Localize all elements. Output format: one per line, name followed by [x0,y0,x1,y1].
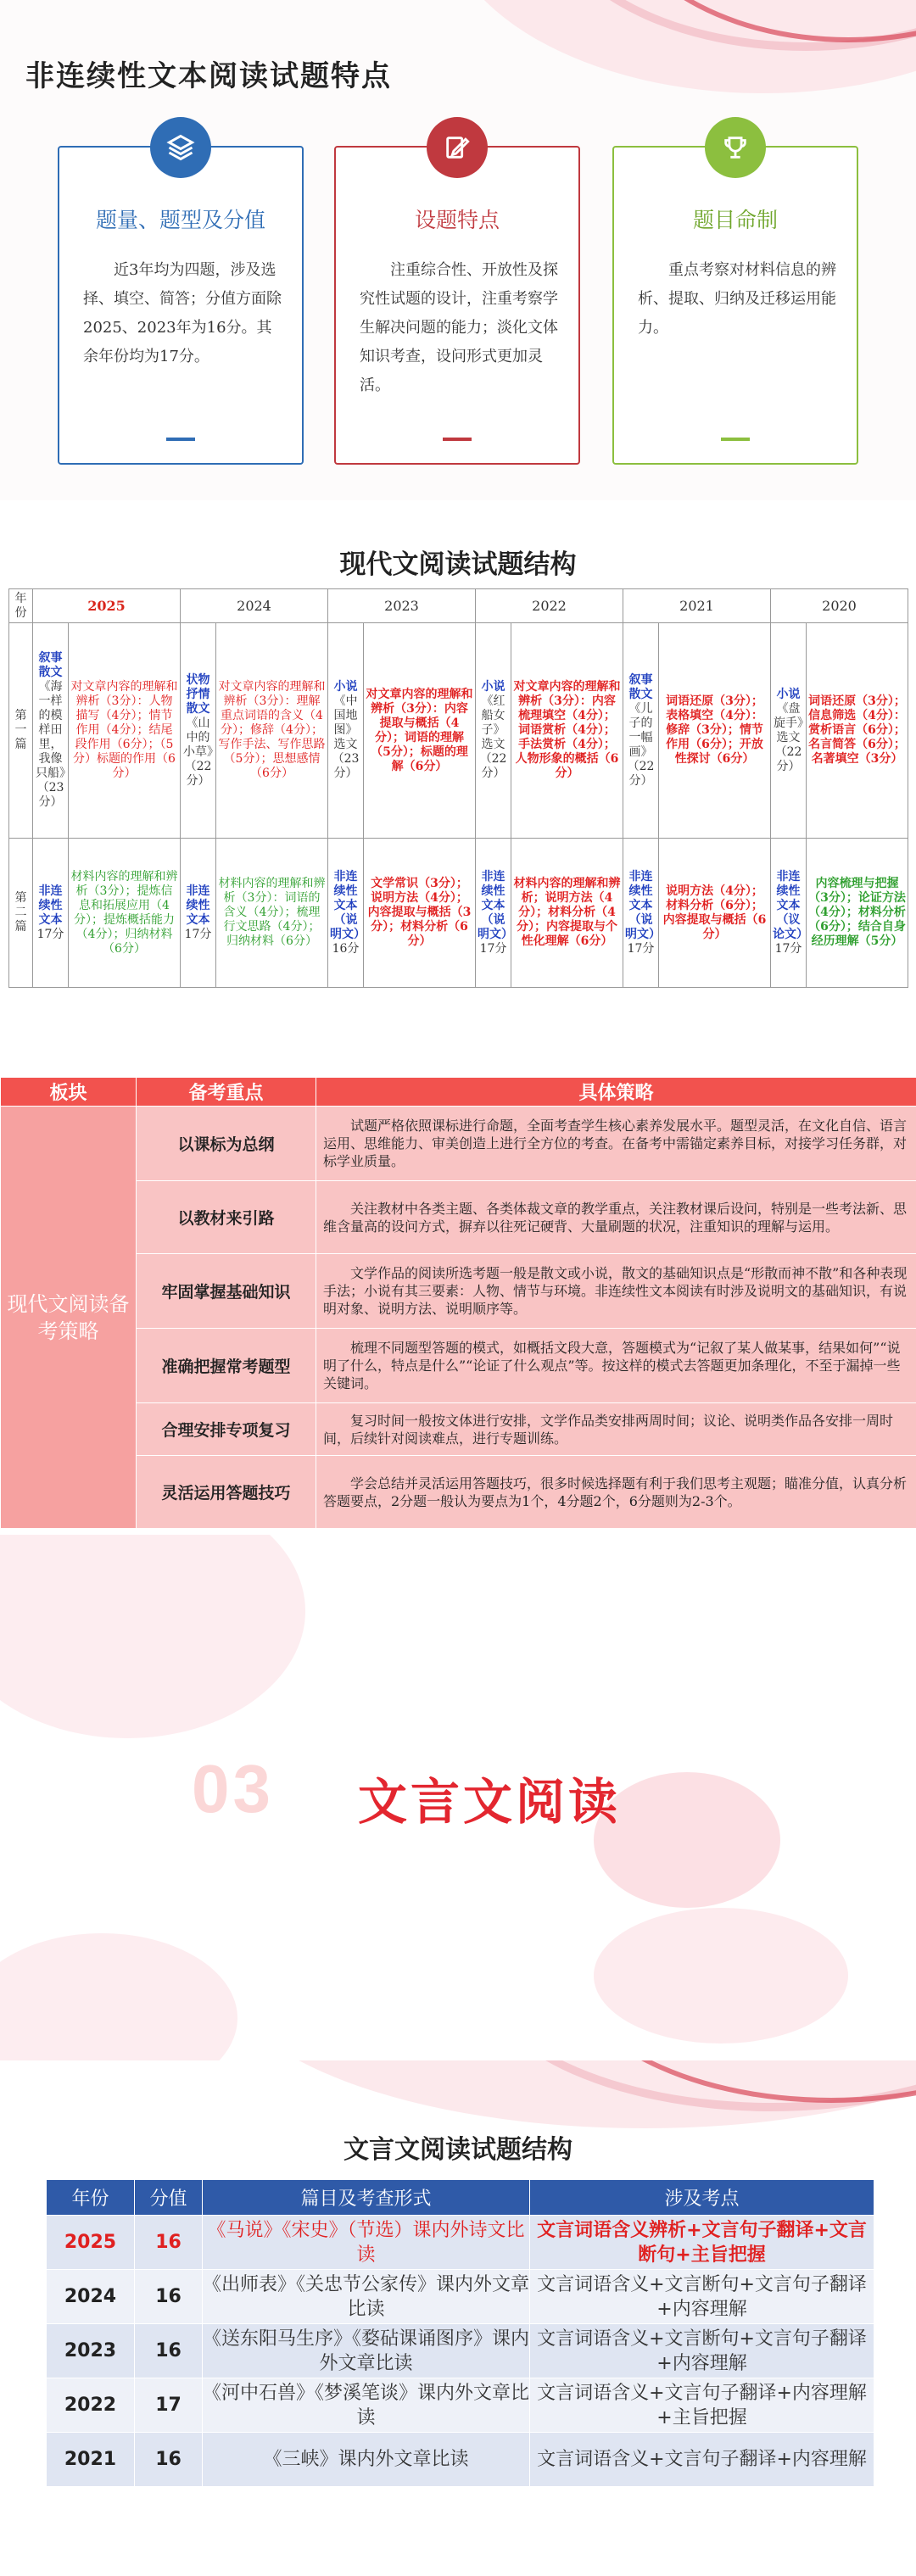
section-title: 文言文阅读试题结构 [344,2135,572,2165]
points-cell: 文言词语含义+文言句子翻译+内容理解 [530,2433,874,2487]
points-cell: 材料内容的理解和辨析（3分）：词语的含义（4分）；梳理行文思路（4分）；归纳材料（6分） [216,839,328,988]
card-accent-bar [721,438,750,441]
card-design-features [334,146,580,465]
strategy-text: 梳理不同题型答题的模式，如概括文段大意，答题模式为“记叙了某人做某事，结果如何”“说明了什么，特点是什么”“论证了什么观点”等。按这样的模式去答题更加条理化，不至于漏掉一些关键词。 [316,1329,916,1403]
year-cell: 2025 [47,2216,135,2270]
strategy-text: 文学作品的阅读所选考题一般是散文或小说，散文的基础知识点是“形散而神不散”和各种表现手法；小说有其三要素：人物、情节与环境。非连续性文本阅读有时涉及说明文的基础知识，有说明对象、说明方法、说明顺序等。 [316,1254,916,1329]
points-cell: 材料内容的理解和辨析；说明方法（4分）；材料分析（4分）；内容提取与个性化理解（6分） [511,839,623,988]
focus-label: 灵活运用答题技巧 [137,1456,316,1529]
year-header: 2025 [33,589,181,623]
genre-cell: 叙事散文 《海一样的模样田里，我像只船》（23分） [33,623,69,839]
points-cell: 文言词语含义辨析+文言句子翻译+文言断句+主旨把握 [530,2216,874,2270]
strategy-text: 复习时间一般按文体进行安排，文学作品类安排两周时间；议论、说明类作品各安排一周时间，后续针对阅读难点，进行专题训练。 [316,1403,916,1456]
header-year: 年份 [47,2180,135,2216]
score-cell: 17 [135,2378,203,2433]
card-accent-bar [166,438,195,441]
focus-label: 以课标为总纲 [137,1107,316,1181]
genre-cell: 非连续性文本 17分 [33,839,69,988]
card-title: 题目命制 [692,208,778,232]
year-cell: 2024 [47,2270,135,2324]
points-cell: 对文章内容的理解和辨析（3分）：内容提取与概括（4分）；词语的理解（5分）；标题的理解（6分） [364,623,476,839]
genre-cell: 非连续性文本（议论文） 17分 [771,839,807,988]
year-header: 2022 [476,589,623,623]
genre-cell: 非连续性文本（说明文） 17分 [623,839,659,988]
card-question-design [612,146,858,465]
card-body: 注重综合性、开放性及探究性试题的设计，注重考察学生解决问题的能力；淡化文体知识考查，设问形式更加灵活。 [360,261,558,394]
points-cell: 文言词语含义+文言断句+文言句子翻译+内容理解 [530,2270,874,2324]
points-cell: 文言词语含义+文言断句+文言句子翻译+内容理解 [530,2324,874,2378]
genre-cell: 非连续性文本 17分 [181,839,216,988]
slide-modern-reading-structure [0,500,916,1043]
form-cell: 《出师表》《关忠节公家传》课内外文章比读 [203,2270,530,2324]
points-cell: 词语还原（3分）；表格填空（4分）：修辞（3分）；情节作用（6分）；开放性探讨（6分） [659,623,771,839]
slide-classical-chinese-structure [0,2060,916,2576]
row-label: 第一篇 [9,623,33,839]
genre-cell: 非连续性文本（说明文） 17分 [476,839,511,988]
header-form: 篇目及考查形式 [203,2180,530,2216]
table-row [47,2433,874,2487]
genre-cell: 小说 《中国地图》选文（23分） [328,623,364,839]
year-cell: 2022 [47,2378,135,2433]
header-strategy: 具体策略 [316,1078,916,1107]
form-cell: 《送东阳马生序》《婺砧课诵图序》课内外文章比读 [203,2324,530,2378]
table-row [47,2324,874,2378]
decor-blob [594,1908,848,2044]
modern-reading-table [8,588,908,988]
genre-cell: 小说 《盘旋手》选文（22分） [771,623,807,839]
block-label: 现代文阅读备考策略 [1,1107,137,1529]
score-cell: 16 [135,2324,203,2378]
slide-section-divider [0,1535,916,2060]
genre-cell: 叙事散文 《儿子的一幅画》（22分） [623,623,659,839]
header-block: 板块 [1,1078,137,1107]
strategy-text: 关注教材中各类主题、各类体裁文章的教学重点，关注教材课后设问，特别是一些考法新、思维含量高的设问方式，摒弃以往死记硬背、大量刷题的状况，注重知识的理解与运用。 [316,1181,916,1254]
section-title: 现代文阅读试题结构 [339,549,577,580]
card-title: 设题特点 [414,208,500,232]
points-cell: 文学常识（3分）；说明方法（4分）；内容提取与概括（3分）；材料分析（6分） [364,839,476,988]
year-header: 2023 [328,589,476,623]
classical-reading-table [46,2179,874,2487]
focus-label: 准确把握常考题型 [137,1329,316,1403]
card-title: 题量、题型及分值 [95,208,265,232]
year-header: 2024 [181,589,328,623]
slide-prep-strategy [0,1043,916,1535]
strategy-text: 试题严格依照课标进行命题，全面考查学生核心素养发展水平。题型灵活，在文化自信、语言运用、思维能力、审美创造上进行全方位的考查。在备考中需锚定素养目标，对接学习任务群，对标学业质量。 [316,1107,916,1181]
strategy-text: 学会总结并灵活运用答题技巧，很多时候选择题有利于我们思考主观题；瞄准分值，认真分析答题要点，2分题一般认为要点为1个，4分题2个，6分题则为2-3个。 [316,1456,916,1529]
trophy-icon [705,117,766,178]
genre-cell: 非连续性文本（说明文） 16分 [328,839,364,988]
decor-blob [0,1933,237,2060]
header-year-label: 年份 [9,589,33,623]
table-row [47,2216,874,2270]
page-title: 非连续性文本阅读试题特点 [25,59,392,93]
card-question-count [58,146,304,465]
points-cell: 文言词语含义+文言句子翻译+内容理解+主旨把握 [530,2378,874,2433]
section-title: 文言文阅读 [358,1773,622,1831]
focus-label: 以教材来引路 [137,1181,316,1254]
score-cell: 16 [135,2216,203,2270]
score-cell: 16 [135,2433,203,2487]
strategy-table [0,1077,916,1529]
decor-blob [0,1535,305,1738]
points-cell: 对文章内容的理解和辨析（3分）：理解重点词语的含义（4分）；修辞（4分）；写作手法、写作思路（5分）；思想感情（6分） [216,623,328,839]
table-row [47,2270,874,2324]
form-cell: 《马说》《宋史》（节选）课内外诗文比读 [203,2216,530,2270]
form-cell: 《三峡》课内外文章比读 [203,2433,530,2487]
header-score: 分值 [135,2180,203,2216]
points-cell: 对文章内容的理解和辨析（3分）：内容梳理填空（4分）；词语赏析（4分）；手法赏析（4分）；人物形象的概括（6分） [511,623,623,839]
layers-icon [150,117,211,178]
header-focus: 备考重点 [137,1078,316,1107]
year-header: 2020 [771,589,908,623]
points-cell: 内容梳理与把握（3分）；论证方法（4分）；材料分析（6分）；结合自身经历理解（5分） [807,839,908,988]
card-body: 近3年均为四题，涉及选择、填空、简答；分值方面除2025、2023年为16分。其余年份均为17分。 [83,261,282,365]
genre-cell: 状物抒情散文 《山中的小草》（22分） [181,623,216,839]
row-label: 第二篇 [9,839,33,988]
header-points: 涉及考点 [530,2180,874,2216]
year-header: 2021 [623,589,771,623]
table-row [47,2378,874,2433]
card-accent-bar [443,438,472,441]
slide-text-features [0,0,916,500]
decor-blob [594,1772,780,1908]
points-cell: 对文章内容的理解和辨析（3分）：人物描写（4分）；情节作用（4分）；结尾段作用（6分）；（5分）标题的作用（6分） [69,623,181,839]
genre-cell: 小说 《红船女子》选文（22分） [476,623,511,839]
focus-label: 牢固掌握基础知识 [137,1254,316,1329]
year-cell: 2023 [47,2324,135,2378]
section-number: 03 [192,1751,274,1826]
card-body: 重点考察对材料信息的辨析、提取、归纳及迁移运用能力。 [638,261,836,337]
points-cell: 说明方法（4分）；材料分析（6分）；内容提取与概括（6分） [659,839,771,988]
year-cell: 2021 [47,2433,135,2487]
edit-icon [427,117,488,178]
points-cell: 材料内容的理解和辨析（3分）；提炼信息和拓展应用（4分）；提炼概括能力（4分）；归纳材料（6分） [69,839,181,988]
score-cell: 16 [135,2270,203,2324]
focus-label: 合理安排专项复习 [137,1403,316,1456]
form-cell: 《河中石兽》《梦溪笔谈》课内外文章比读 [203,2378,530,2433]
points-cell: 词语还原（3分）；信息筛选（4分）：赏析语言（6分）；名言简答（6分）；名著填空（3分） [807,623,908,839]
